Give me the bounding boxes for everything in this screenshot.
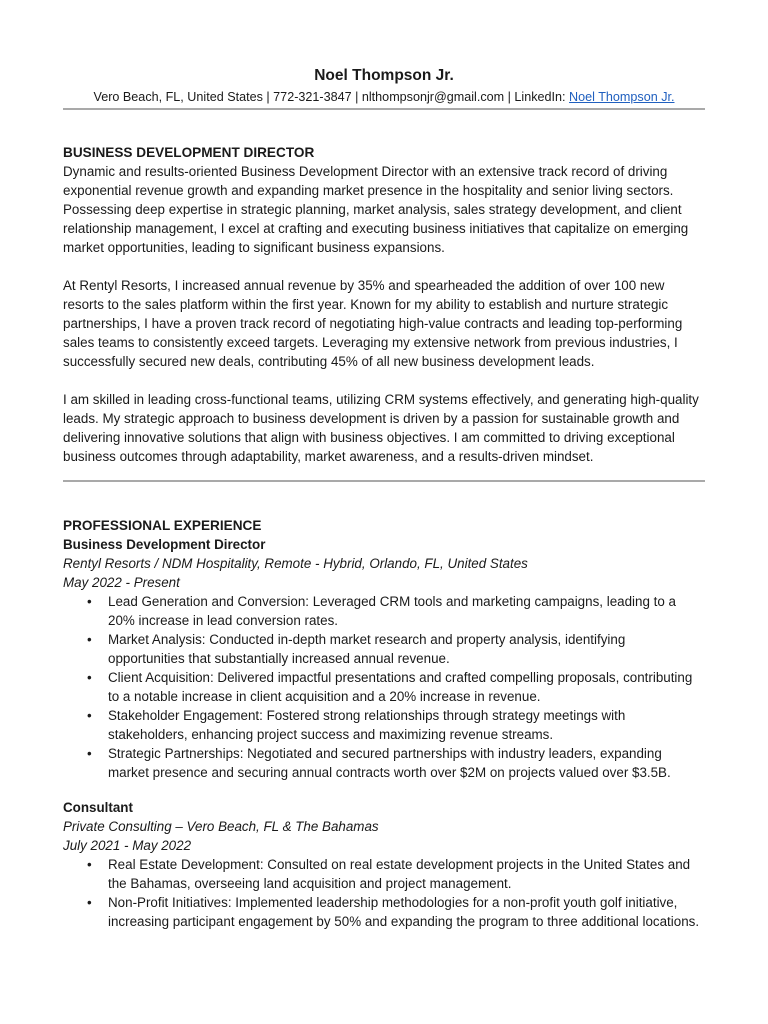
list-item: • Market Analysis: Conducted in-depth market research and property analysis, identifying opportunities that substantially increased annual revenue. [108,630,705,668]
list-item: • Client Acquisition: Delivered impactful presentations and crafted compelling proposals, contributing to a notable increase in client acquisition and a 20% increase in revenue. [108,668,705,706]
summary-paragraph-1: Dynamic and results-oriented Business Development Director with an extensive track record of driving exponential revenue growth and expanding market presence in the hospitality and senior living sectors. Possessing deep expertise in strategic planning, market analysis, sales strategy development, and client relationship management, I excel at crafting and executing business initiatives that capitalize on emerging market opportunities, leading to significant business expansions. [63,164,689,255]
job-bullets [63,592,705,782]
resume-content [63,66,705,931]
linkedin-link[interactable]: Noel Thompson Jr. [569,90,675,104]
candidate-name: Noel Thompson Jr. [314,67,454,84]
job-company: Private Consulting – Vero Beach, FL & The Bahamas [63,819,379,834]
contact-line [63,88,705,106]
list-item: • Lead Generation and Conversion: Leveraged CRM tools and marketing campaigns, leading to a 20% increase in lead conversion rates. [108,592,705,630]
job-dates: July 2021 - May 2022 [63,838,192,853]
summary-heading: BUSINESS DEVELOPMENT DIRECTOR [63,145,315,160]
summary-paragraph-2: At Rentyl Resorts, I increased annual revenue by 35% and spearheaded the addition of over 100 new resorts to the sales platform within the first year. Known for my ability to establish and nurture strategic partnerships, I have a proven track record of negotiating high-value contracts and leading top-performing sales teams to consistently exceed targets. Leveraging my extensive network from previous industries, I successfully secured new deals, contributing 45% of all new business development leads. [63,278,683,369]
job-entry [63,535,705,782]
list-item: • Strategic Partnerships: Negotiated and secured partnerships with industry leaders, expanding market presence and securing annual contracts worth over $2M on projects valued over $3.5B. [108,744,705,782]
experience-heading: PROFESSIONAL EXPERIENCE [63,518,262,533]
summary-divider [63,480,705,482]
list-item: • Non-Profit Initiatives: Implemented leadership methodologies for a non-profit youth golf initiative, increasing participant engagement by 50% and expanding the program to three additional locations. [108,893,705,931]
job-bullets [63,855,705,931]
list-item: • Real Estate Development: Consulted on real estate development projects in the United States and the Bahamas, overseeing land acquisition and project management. [108,855,705,893]
list-item: • Stakeholder Engagement: Fostered strong relationships through strategy meetings with stakeholders, enhancing project success and maximizing revenue streams. [108,706,705,744]
job-role: Consultant [63,800,133,815]
job-dates: May 2022 - Present [63,575,180,590]
job-role: Business Development Director [63,537,266,552]
summary-paragraph-3: I am skilled in leading cross-functional teams, utilizing CRM systems effectively, and generating high-quality leads. My strategic approach to business development is driven by a passion for sustainable growth and delivering innovative solutions that align with business objectives. I am committed to driving exceptional business outcomes through adaptability, market awareness, and a results-driven mindset. [63,392,699,464]
contact-details: Vero Beach, FL, United States | 772-321-3847 | nlthompsonjr@gmail.com | LinkedIn: [93,90,570,104]
job-company: Rentyl Resorts / NDM Hospitality, Remote - Hybrid, Orlando, FL, United States [63,556,528,571]
job-entry [63,798,705,931]
header-divider [63,108,705,110]
